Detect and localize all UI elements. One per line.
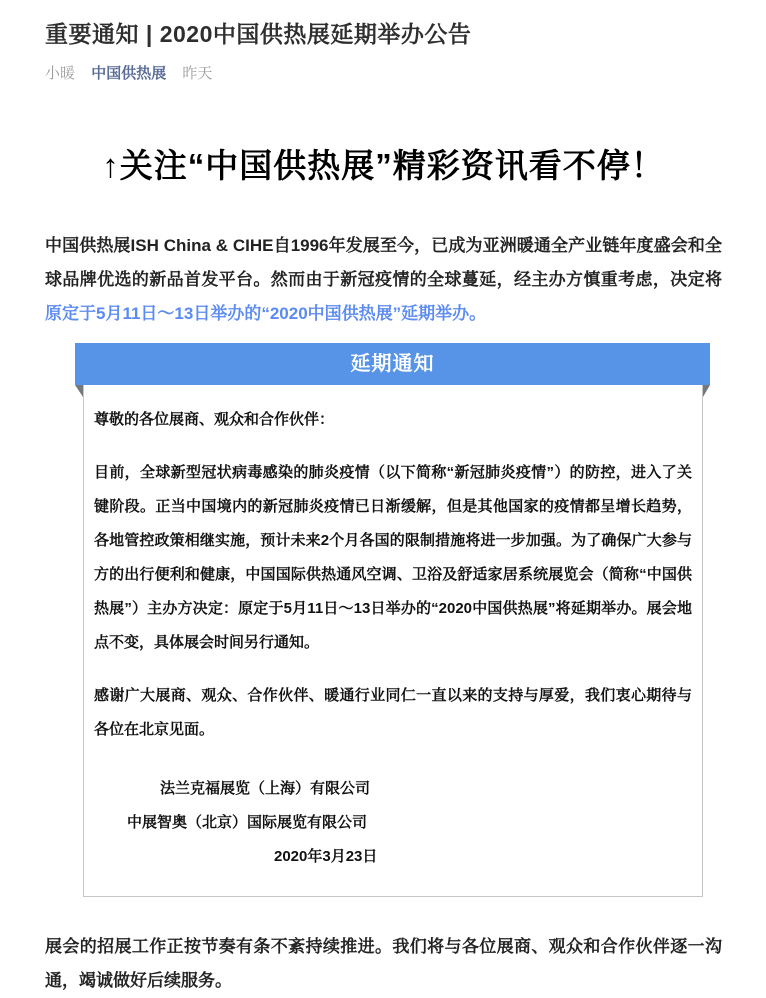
account-link[interactable]: 中国供热展: [91, 65, 167, 82]
publish-date: 昨天: [182, 65, 213, 82]
notice-paragraph-2: 感谢广大展商、观众、合作伙伴、暖通行业同仁一直以来的支持与厚爱，我们衷心期待与各位在北京见面。: [94, 687, 692, 738]
ribbon-fold-right: [703, 385, 710, 397]
follow-banner: ↑关注“中国供热展”精彩资讯看不停！: [102, 147, 665, 184]
signature-organizer-2: 中展智奥（北京）国际展览有限公司: [127, 814, 368, 831]
notice-salutation: 尊敬的各位展商、观众和合作伙伴：: [94, 411, 335, 428]
signature-date: 2020年3月23日: [274, 848, 378, 865]
intro-paragraph: [45, 229, 722, 331]
notice-body: [83, 385, 703, 897]
signature-organizer-1: 法兰克福展览（上海）有限公司: [160, 780, 371, 797]
ribbon-fold-left: [75, 385, 83, 397]
notice-header: 延期通知: [75, 343, 710, 385]
byline: [45, 62, 722, 83]
intro-text: 中国供热展ISH China & CIHE自1996年发展至今，已成为亚洲暖通全产业链年度盛会和全球品牌优选的新品首发平台。然而由于新冠疫情的全球蔓延，经主办方慎重考虑，决定将: [45, 236, 722, 289]
postponement-notice-box: [75, 343, 710, 897]
notice-paragraph-1: 目前，全球新型冠状病毒感染的肺炎疫情（以下简称“新冠肺炎疫情”）的防控，进入了关键阶段。正当中国境内的新冠肺炎疫情已日渐缓解，但是其他国家的疫情都呈增长趋势，各地管控政策相继实施，预计未来2个月各国的限制措施将进一步加强。为了确保广大参与方的出行便利和健康，中国国际供热通风空调、卫浴及舒适家居系统展览会（简称“中国供热展”）主办方决定：原定于5月11日～13日举办的“2020中国供热展”将延期举办。展会地点不变，具体展会时间另行通知。: [94, 464, 692, 651]
closing-paragraph: 展会的招展工作正按节奏有条不紊持续推进。我们将与各位展商、观众和合作伙伴逐一沟通，竭诚做好后续服务。: [45, 937, 722, 990]
signature-block: [94, 772, 692, 874]
author-name: 小暖: [45, 65, 76, 82]
intro-highlight: 原定于5月11日～13日举办的“2020中国供热展”延期举办。: [45, 304, 487, 323]
page-title: 重要通知 | 2020中国供热展延期举办公告: [45, 21, 472, 47]
